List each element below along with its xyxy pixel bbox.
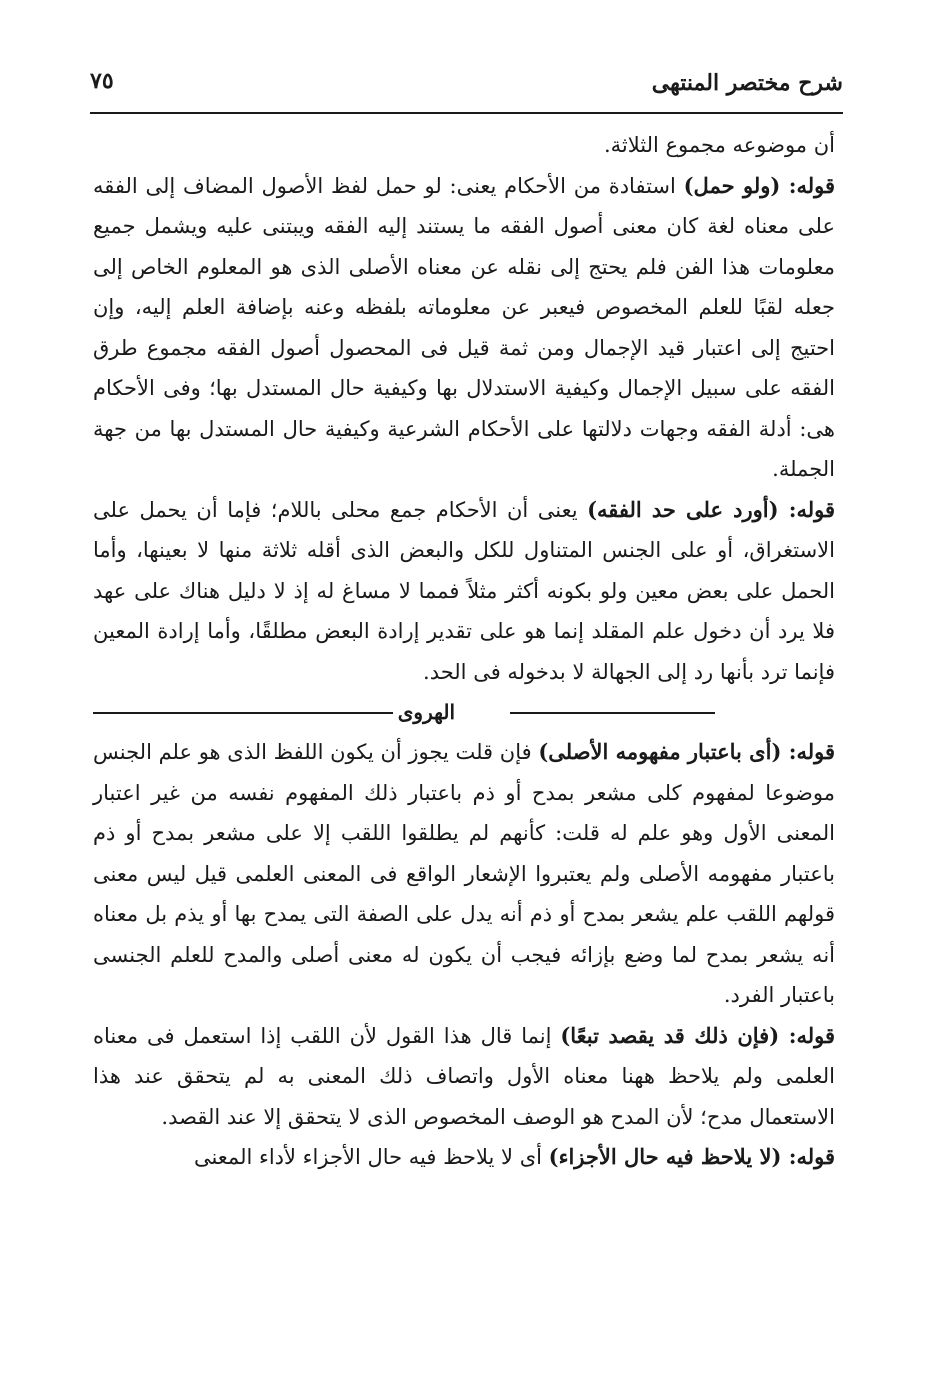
quoted-phrase: (ولو حمل) xyxy=(683,172,781,198)
paragraph-text: فإن قلت يجوز أن يكون اللفظ الذى هو علم الجنس موضوعا لمفهوم كلى مشعر بمدح أو ذم باعتبار ذلك المفهوم نفسه من غير اعتبار المعنى الأول وهو علم له قلت: كأنهم لم يطلقوا اللقب إلا على مشعر بمدح أو ذم باعتبار مفهومه الأصلى ولم يعتبروا الإشعار الواقع فى المعنى العلمى قيل ليس معنى قولهم اللقب علم يشعر بمدح أو ذم أنه يدل على الصفة التى يمدح بها أو يذم بل معناه أنه يشعر بمدح لما وضع بإزائه فيجب أن يكون له معنى أصلى والمدح للعلم الجنسى باعتبار الفرد. xyxy=(93,740,835,1007)
quoted-phrase: (أى باعتبار مفهومه الأصلى) xyxy=(538,739,782,764)
paragraph xyxy=(93,490,835,693)
paragraph-text: أن موضوعه مجموع الثلاثة. xyxy=(603,133,835,157)
header-rule xyxy=(90,112,843,114)
paragraph xyxy=(93,166,835,490)
paragraph xyxy=(93,1137,835,1178)
quoted-phrase: (لا يلاحظ فيه حال الأجزاء) xyxy=(548,1144,782,1169)
section-divider xyxy=(93,692,835,732)
paragraph xyxy=(93,125,835,166)
paragraph xyxy=(93,1016,835,1138)
page-header xyxy=(90,62,843,114)
section-label: الهروى xyxy=(397,700,455,724)
qawl-label: قوله: xyxy=(779,1022,835,1048)
divider-line-right xyxy=(510,712,715,714)
quoted-phrase: (فإن ذلك قد يقصد تبعًا) xyxy=(560,1022,780,1048)
qawl-label: قوله: xyxy=(778,496,835,522)
running-title: شرح مختصر المنتهى xyxy=(651,70,843,96)
divider-line-left xyxy=(93,712,393,714)
quoted-phrase: (أورد على حد الفقه) xyxy=(587,496,779,522)
paragraph-text: إنما قال هذا القول لأن اللقب إذا استعمل فى معناه العلمى ولم يلاحظ ههنا معناه الأول واتصاف ذلك المعنى به لم يتحقق عند هذا الاستعمال مدح؛ لأن المدح هو الوصف المخصوص الذى لا يتحقق إلا عند القصد. xyxy=(93,1023,835,1129)
qawl-label: قوله: xyxy=(781,739,835,764)
qawl-label: قوله: xyxy=(781,1144,835,1169)
paragraph-text: يعنى أن الأحكام جمع محلى باللام؛ فإما أن يحمل على الاستغراق، أو على الجنس المتناول للكل والبعض الذى أقله ثلاثة منها لا بعينها، وأما الحمل على بعض معين ولو بكونه أكثر مثلاً فمما لا مساغ له إذ لا دليل هناك على عهد فلا يرد أن دخول علم المقلد إنما هو على تقدير إرادة البعض مطلقًا، وأما إرادة المعين فإنما ترد بأنها رد إلى الجهالة لا بدخوله فى الحد. xyxy=(93,497,835,684)
paragraph-text: استفادة من الأحكام يعنى: لو حمل لفظ الأصول المضاف إلى الفقه على معناه لغة كان معنى أصول الفقه ما يستند إليه الفقه ويبتنى عليه ويشمل جميع معلومات هذا الفن فلم يحتج إلى نقله عن معناه الأصلى الذى هو المعلوم الخاص إلى جعله لقبًا للعلم المخصوص فيعبر عن معلوماته بلفظه وعنه بإضافة العلم إليه، وإن احتيج إلى اعتبار قيد الإجمال ومن ثمة قيل فى المحصول أصول الفقه مجموع طرق الفقه على سبيل الإجمال وكيفية الاستدلال بها وكيفية حال المستدل بها؛ وفى الأحكام هى: أدلة الفقه وجهات دلالتها على الأحكام الشرعية وكيفية حال المستدل بها من جهة الجملة. xyxy=(93,173,835,481)
main-text xyxy=(93,125,835,1178)
qawl-label: قوله: xyxy=(780,172,835,198)
page-number: ٧٥ xyxy=(90,68,114,94)
paragraph xyxy=(93,732,835,1016)
paragraph-text: أى لا يلاحظ فيه حال الأجزاء لأداء المعنى xyxy=(193,1145,549,1169)
